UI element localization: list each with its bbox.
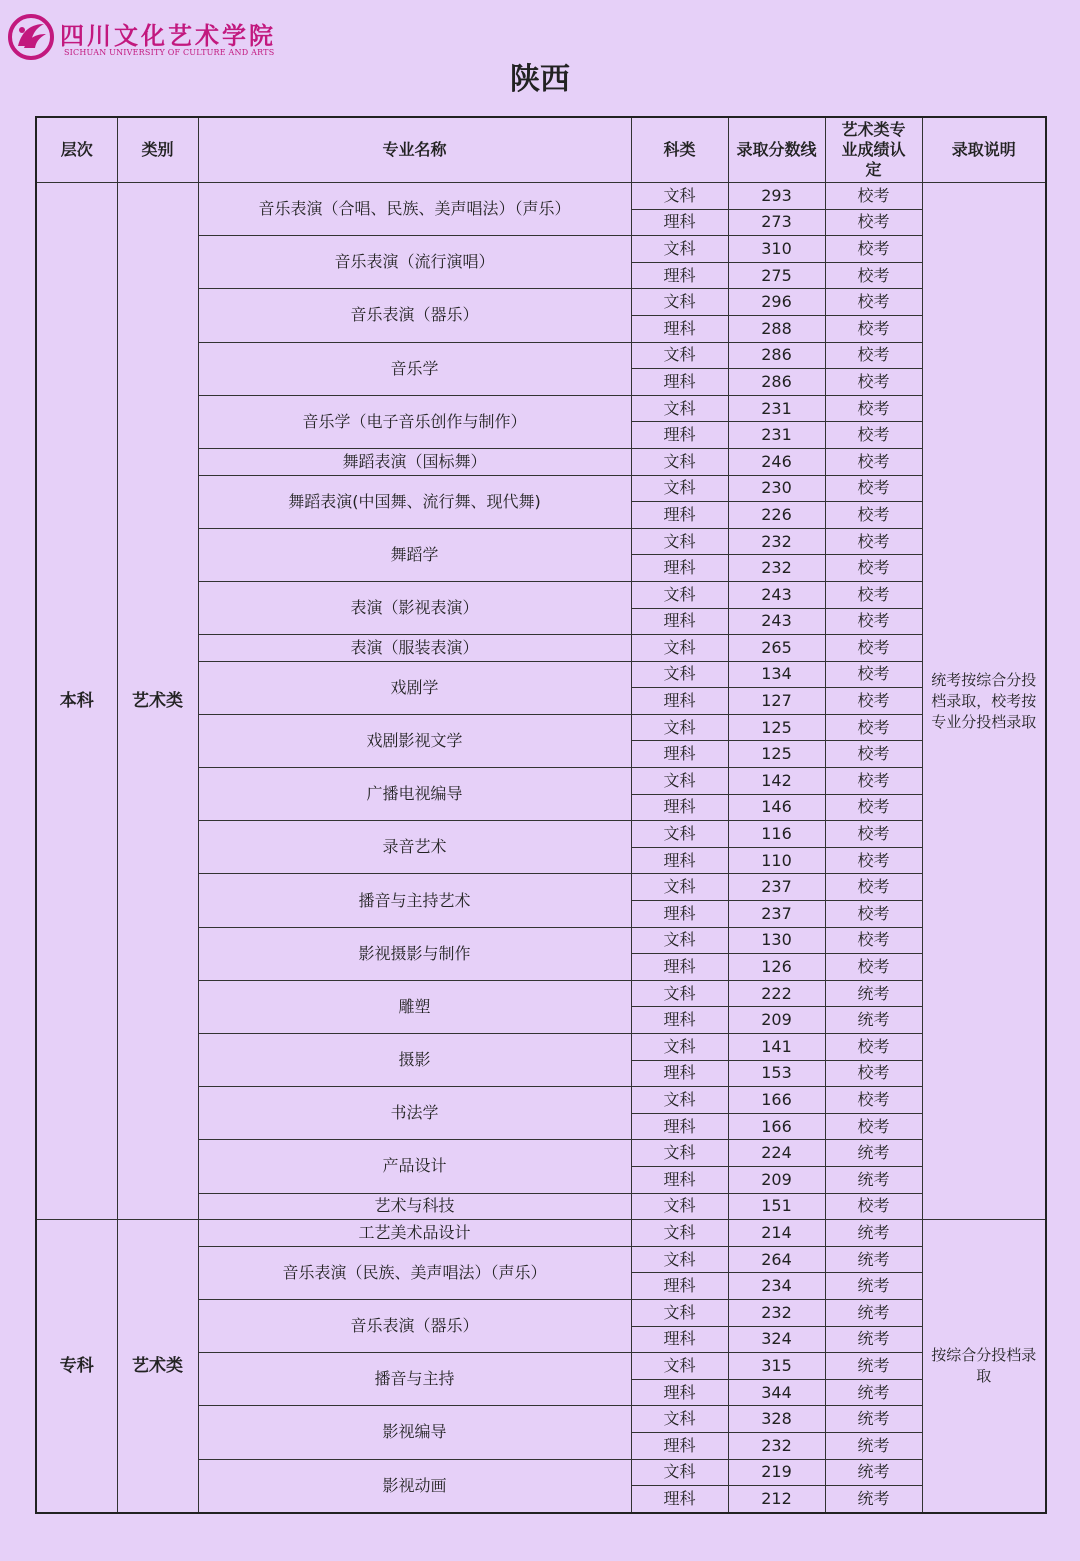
score-cell: 231 <box>728 395 825 422</box>
subject-cell: 文科 <box>631 1193 728 1220</box>
score-cell: 126 <box>728 954 825 981</box>
major-name-cell: 音乐表演（器乐） <box>198 1299 631 1352</box>
school-logo <box>6 12 276 62</box>
score-cell: 209 <box>728 1007 825 1034</box>
score-cell: 226 <box>728 502 825 529</box>
exam-type-cell: 校考 <box>825 1113 922 1140</box>
subject-cell: 理科 <box>631 1379 728 1406</box>
exam-type-cell: 校考 <box>825 528 922 555</box>
major-name-cell: 音乐学 <box>198 342 631 395</box>
exam-type-cell: 校考 <box>825 422 922 449</box>
exam-type-cell: 校考 <box>825 236 922 263</box>
school-name-cn: 四川文化艺术学院 <box>60 21 276 50</box>
score-cell: 246 <box>728 448 825 475</box>
exam-type-cell: 校考 <box>825 874 922 901</box>
subject-cell: 文科 <box>631 1406 728 1433</box>
major-name-cell: 雕塑 <box>198 980 631 1033</box>
header-category: 类别 <box>117 117 198 183</box>
score-cell: 232 <box>728 1432 825 1459</box>
major-name-cell: 影视摄影与制作 <box>198 927 631 980</box>
major-name-cell: 播音与主持艺术 <box>198 874 631 927</box>
level-cell: 专科 <box>36 1220 117 1513</box>
major-name-cell: 广播电视编导 <box>198 768 631 821</box>
header-art-exam: 艺术类专业成绩认定 <box>825 117 922 183</box>
subject-cell: 文科 <box>631 635 728 662</box>
score-cell: 212 <box>728 1486 825 1513</box>
major-name-cell: 艺术与科技 <box>198 1193 631 1220</box>
score-cell: 134 <box>728 661 825 688</box>
score-cell: 214 <box>728 1220 825 1247</box>
subject-cell: 理科 <box>631 1486 728 1513</box>
score-cell: 146 <box>728 794 825 821</box>
score-cell: 110 <box>728 847 825 874</box>
major-name-cell: 摄影 <box>198 1034 631 1087</box>
school-name-en: SICHUAN UNIVERSITY OF CULTURE AND ARTS <box>64 48 275 57</box>
score-cell: 232 <box>728 528 825 555</box>
score-cell: 166 <box>728 1113 825 1140</box>
exam-type-cell: 校考 <box>825 1193 922 1220</box>
admission-note-cell: 统考按综合分投档录取，校考按专业分投档录取 <box>922 183 1046 1220</box>
subject-cell: 理科 <box>631 422 728 449</box>
category-cell: 艺术类 <box>117 1220 198 1513</box>
exam-type-cell: 统考 <box>825 1353 922 1380</box>
major-name-cell: 影视动画 <box>198 1459 631 1513</box>
admission-score-table <box>35 116 1047 1514</box>
score-cell: 344 <box>728 1379 825 1406</box>
subject-cell: 理科 <box>631 369 728 396</box>
exam-type-cell: 统考 <box>825 1379 922 1406</box>
subject-cell: 理科 <box>631 847 728 874</box>
score-cell: 288 <box>728 315 825 342</box>
exam-type-cell: 校考 <box>825 661 922 688</box>
exam-type-cell: 统考 <box>825 1246 922 1273</box>
major-name-cell: 音乐表演（合唱、民族、美声唱法）（声乐） <box>198 183 631 236</box>
subject-cell: 文科 <box>631 342 728 369</box>
score-cell: 310 <box>728 236 825 263</box>
subject-cell: 文科 <box>631 927 728 954</box>
exam-type-cell: 校考 <box>825 369 922 396</box>
exam-type-cell: 校考 <box>825 741 922 768</box>
score-cell: 127 <box>728 688 825 715</box>
exam-type-cell: 校考 <box>825 555 922 582</box>
subject-cell: 理科 <box>631 1060 728 1087</box>
exam-type-cell: 校考 <box>825 1034 922 1061</box>
exam-type-cell: 校考 <box>825 608 922 635</box>
exam-type-cell: 校考 <box>825 635 922 662</box>
exam-type-cell: 统考 <box>825 1273 922 1300</box>
subject-cell: 文科 <box>631 1246 728 1273</box>
major-name-cell: 戏剧学 <box>198 661 631 714</box>
subject-cell: 文科 <box>631 448 728 475</box>
major-name-cell: 表演（服装表演） <box>198 635 631 662</box>
score-cell: 315 <box>728 1353 825 1380</box>
subject-cell: 理科 <box>631 502 728 529</box>
exam-type-cell: 校考 <box>825 794 922 821</box>
major-name-cell: 戏剧影视文学 <box>198 714 631 767</box>
exam-type-cell: 统考 <box>825 1459 922 1486</box>
major-name-cell: 产品设计 <box>198 1140 631 1193</box>
exam-type-cell: 校考 <box>825 448 922 475</box>
exam-type-cell: 校考 <box>825 342 922 369</box>
subject-cell: 文科 <box>631 874 728 901</box>
header-note: 录取说明 <box>922 117 1046 183</box>
subject-cell: 文科 <box>631 236 728 263</box>
exam-type-cell: 校考 <box>825 209 922 236</box>
exam-type-cell: 校考 <box>825 262 922 289</box>
table-row <box>36 1220 1046 1247</box>
exam-type-cell: 校考 <box>825 714 922 741</box>
subject-cell: 文科 <box>631 1459 728 1486</box>
subject-cell: 理科 <box>631 1326 728 1353</box>
subject-cell: 理科 <box>631 555 728 582</box>
major-name-cell: 舞蹈表演(中国舞、流行舞、现代舞) <box>198 475 631 528</box>
header-subject: 科类 <box>631 117 728 183</box>
score-cell: 265 <box>728 635 825 662</box>
score-cell: 293 <box>728 183 825 210</box>
score-cell: 296 <box>728 289 825 316</box>
major-name-cell: 录音艺术 <box>198 821 631 874</box>
score-cell: 243 <box>728 608 825 635</box>
score-cell: 151 <box>728 1193 825 1220</box>
subject-cell: 理科 <box>631 954 728 981</box>
score-cell: 328 <box>728 1406 825 1433</box>
major-name-cell: 表演（影视表演） <box>198 581 631 634</box>
subject-cell: 理科 <box>631 608 728 635</box>
table-row <box>36 183 1046 210</box>
score-cell: 222 <box>728 980 825 1007</box>
exam-type-cell: 统考 <box>825 1166 922 1193</box>
subject-cell: 文科 <box>631 1353 728 1380</box>
major-name-cell: 书法学 <box>198 1087 631 1140</box>
major-name-cell: 音乐学（电子音乐创作与制作） <box>198 395 631 448</box>
exam-type-cell: 校考 <box>825 847 922 874</box>
score-cell: 275 <box>728 262 825 289</box>
major-name-cell: 音乐表演（民族、美声唱法）（声乐） <box>198 1246 631 1299</box>
header-level: 层次 <box>36 117 117 183</box>
subject-cell: 理科 <box>631 1273 728 1300</box>
exam-type-cell: 统考 <box>825 1007 922 1034</box>
major-name-cell: 舞蹈学 <box>198 528 631 581</box>
exam-type-cell: 统考 <box>825 980 922 1007</box>
admission-note-cell: 按综合分投档录取 <box>922 1220 1046 1513</box>
exam-type-cell: 统考 <box>825 1326 922 1353</box>
subject-cell: 理科 <box>631 1166 728 1193</box>
exam-type-cell: 校考 <box>825 821 922 848</box>
subject-cell: 理科 <box>631 262 728 289</box>
subject-cell: 文科 <box>631 714 728 741</box>
score-cell: 230 <box>728 475 825 502</box>
major-name-cell: 音乐表演（流行演唱） <box>198 236 631 289</box>
exam-type-cell: 统考 <box>825 1220 922 1247</box>
major-name-cell: 影视编导 <box>198 1406 631 1459</box>
subject-cell: 文科 <box>631 768 728 795</box>
score-cell: 232 <box>728 555 825 582</box>
score-cell: 234 <box>728 1273 825 1300</box>
score-cell: 142 <box>728 768 825 795</box>
subject-cell: 文科 <box>631 1034 728 1061</box>
score-cell: 237 <box>728 901 825 928</box>
score-cell: 141 <box>728 1034 825 1061</box>
exam-type-cell: 统考 <box>825 1432 922 1459</box>
exam-type-cell: 校考 <box>825 315 922 342</box>
page-title: 陕西 <box>510 62 570 97</box>
exam-type-cell: 校考 <box>825 1087 922 1114</box>
exam-type-cell: 校考 <box>825 183 922 210</box>
subject-cell: 文科 <box>631 1087 728 1114</box>
subject-cell: 文科 <box>631 289 728 316</box>
subject-cell: 文科 <box>631 183 728 210</box>
exam-type-cell: 校考 <box>825 581 922 608</box>
subject-cell: 理科 <box>631 1113 728 1140</box>
score-cell: 209 <box>728 1166 825 1193</box>
exam-type-cell: 统考 <box>825 1406 922 1433</box>
subject-cell: 理科 <box>631 741 728 768</box>
subject-cell: 文科 <box>631 475 728 502</box>
subject-cell: 文科 <box>631 661 728 688</box>
subject-cell: 文科 <box>631 980 728 1007</box>
score-cell: 324 <box>728 1326 825 1353</box>
score-cell: 231 <box>728 422 825 449</box>
score-cell: 264 <box>728 1246 825 1273</box>
exam-type-cell: 校考 <box>825 954 922 981</box>
major-name-cell: 舞蹈表演（国标舞） <box>198 448 631 475</box>
subject-cell: 理科 <box>631 1007 728 1034</box>
exam-type-cell: 统考 <box>825 1299 922 1326</box>
score-cell: 286 <box>728 369 825 396</box>
subject-cell: 文科 <box>631 821 728 848</box>
exam-type-cell: 校考 <box>825 927 922 954</box>
exam-type-cell: 校考 <box>825 1060 922 1087</box>
score-cell: 153 <box>728 1060 825 1087</box>
major-name-cell: 音乐表演（器乐） <box>198 289 631 342</box>
score-cell: 286 <box>728 342 825 369</box>
subject-cell: 理科 <box>631 688 728 715</box>
score-cell: 219 <box>728 1459 825 1486</box>
subject-cell: 理科 <box>631 209 728 236</box>
exam-type-cell: 统考 <box>825 1486 922 1513</box>
table-body <box>36 183 1046 1513</box>
score-cell: 237 <box>728 874 825 901</box>
exam-type-cell: 统考 <box>825 1140 922 1167</box>
category-cell: 艺术类 <box>117 183 198 1220</box>
school-emblem-icon <box>6 12 56 62</box>
subject-cell: 文科 <box>631 528 728 555</box>
table-header-row <box>36 117 1046 183</box>
major-name-cell: 播音与主持 <box>198 1353 631 1406</box>
exam-type-cell: 校考 <box>825 502 922 529</box>
score-cell: 116 <box>728 821 825 848</box>
subject-cell: 理科 <box>631 794 728 821</box>
level-cell: 本科 <box>36 183 117 1220</box>
exam-type-cell: 校考 <box>825 289 922 316</box>
header-score: 录取分数线 <box>728 117 825 183</box>
header-major: 专业名称 <box>198 117 631 183</box>
score-cell: 125 <box>728 741 825 768</box>
subject-cell: 文科 <box>631 581 728 608</box>
exam-type-cell: 校考 <box>825 475 922 502</box>
exam-type-cell: 校考 <box>825 901 922 928</box>
score-cell: 125 <box>728 714 825 741</box>
exam-type-cell: 校考 <box>825 395 922 422</box>
score-cell: 224 <box>728 1140 825 1167</box>
subject-cell: 理科 <box>631 315 728 342</box>
score-cell: 243 <box>728 581 825 608</box>
score-cell: 130 <box>728 927 825 954</box>
subject-cell: 文科 <box>631 1220 728 1247</box>
score-cell: 273 <box>728 209 825 236</box>
major-name-cell: 工艺美术品设计 <box>198 1220 631 1247</box>
subject-cell: 文科 <box>631 1299 728 1326</box>
subject-cell: 文科 <box>631 395 728 422</box>
subject-cell: 理科 <box>631 1432 728 1459</box>
subject-cell: 理科 <box>631 901 728 928</box>
score-cell: 232 <box>728 1299 825 1326</box>
subject-cell: 文科 <box>631 1140 728 1167</box>
score-cell: 166 <box>728 1087 825 1114</box>
exam-type-cell: 校考 <box>825 768 922 795</box>
exam-type-cell: 校考 <box>825 688 922 715</box>
